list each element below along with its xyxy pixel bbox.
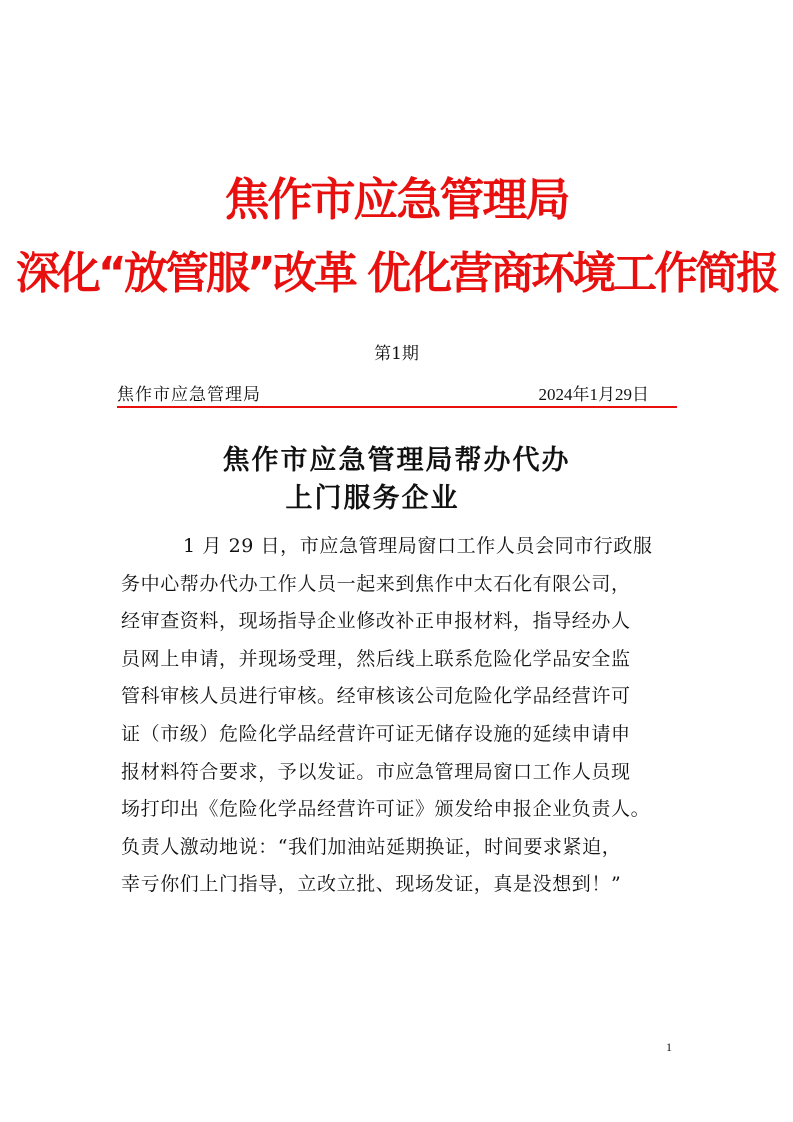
body-line: 报材料符合要求，予以发证。市应急管理局窗口工作人员现 [121,760,631,783]
issuing-organization: 焦作市应急管理局 [117,385,261,405]
body-line: 员网上申请，并现场受理，然后线上联系危险化学品安全监 [121,647,631,670]
masthead-briefing-title: 深化“放管服”改革 优化营商环境工作简报 [15,248,778,299]
article-title-line-1: 焦作市应急管理局帮办代办 [222,445,571,476]
red-divider [117,406,677,408]
article-body [121,528,687,904]
body-line: 管科审核人员进行审核。经审核该公司危险化学品经营许可 [121,685,631,708]
body-line: 场打印出《危险化学品经营许可证》颁发给申报企业负责人。 [121,798,651,821]
body-line: 幸亏你们上门指导，立改立批、现场发证，真是没想到！” [121,873,622,896]
article-title-line-2: 上门服务企业 [285,483,460,514]
body-line: 经审查资料，现场指导企业修改补正申报材料，指导经办人 [121,610,631,633]
issue-meta-row [117,382,675,408]
body-line: 1 月 29 日，市应急管理局窗口工作人员会同市行政服 [183,535,653,557]
issue-number: 第1期 [374,344,419,364]
page-number: 1 [666,1040,672,1054]
body-line: 负责人激动地说：“我们加油站延期换证，时间要求紧迫， [121,835,622,858]
issue-date: 2024年1月29日 [538,385,649,404]
body-line: 证（市级）危险化学品经营许可证无储存设施的延续申请申 [121,722,631,745]
masthead-organization: 焦作市应急管理局 [224,173,569,226]
body-line: 务中心帮办代办工作人员一起来到焦作中太石化有限公司， [121,572,631,595]
